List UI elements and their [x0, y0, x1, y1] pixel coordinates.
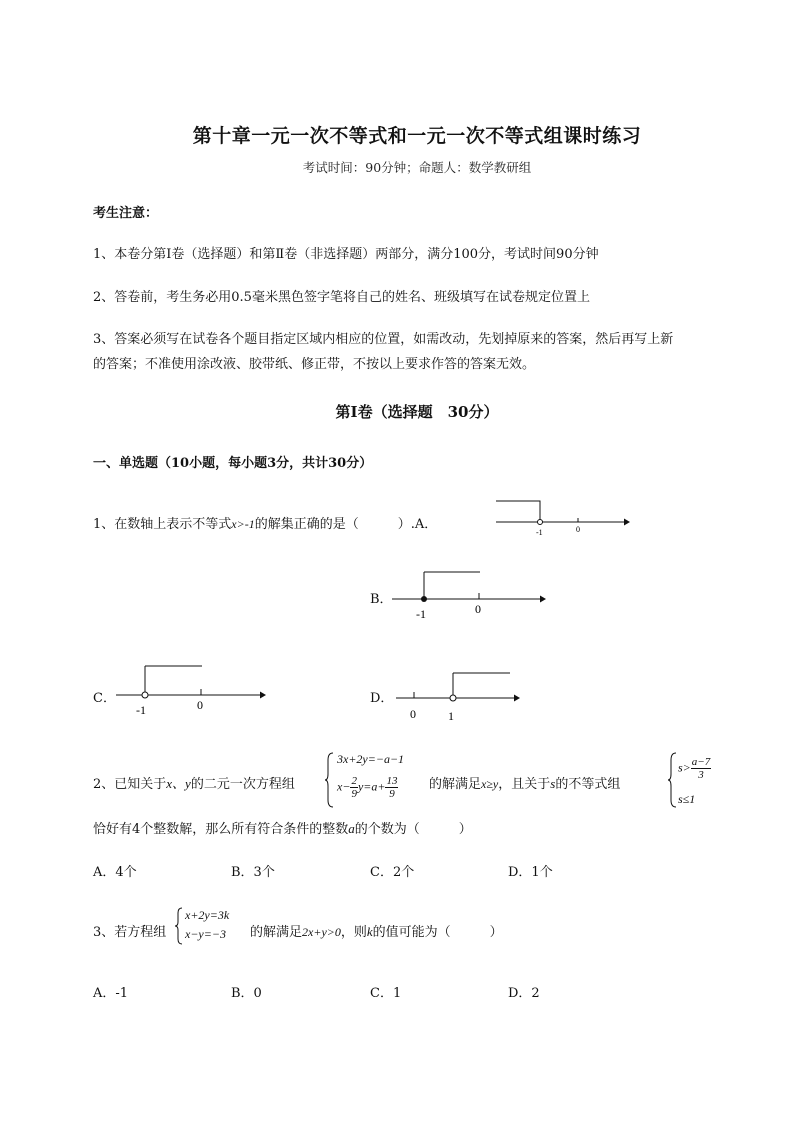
tick-label: 0 [410, 707, 416, 721]
exam-info: 考试时间：90分钟；命题人：数学教研组 [302, 160, 532, 175]
q1-option-c-label: C． [93, 691, 116, 706]
tick-label: 0 [475, 602, 481, 616]
tick-label: -1 [536, 528, 543, 537]
frac-den: 9 [351, 788, 357, 800]
section-title: 第I卷（选择题 30分） [335, 403, 499, 421]
q3-text: 的值可能为（ ） [372, 925, 503, 940]
q1-option-b-numberline [390, 566, 550, 626]
q3-var-k: k [366, 924, 373, 939]
q3-equation-1: x+2y=3k [185, 908, 230, 922]
tick-label: 0 [576, 525, 580, 534]
note-item: 的答案；不准使用涂改液、胶带纸、修正带，不按以上要求作答的答案无效。 [93, 357, 536, 372]
q3-system-brace [175, 907, 184, 945]
tick-label: 1 [448, 709, 454, 723]
q1-option-d-numberline [392, 664, 532, 724]
q2-eq2-part: y=a+ [357, 779, 386, 794]
q1-stem-b: 的解集正确的是（ ）. [254, 517, 415, 532]
q3-condition: 2x+y>0 [302, 925, 341, 939]
q2-option-c[interactable]: C．2个 [370, 865, 415, 880]
tick-label: 0 [197, 698, 203, 712]
note-item: 2、答卷前，考生务必用0.5毫米黑色签字笔将自己的姓名、班级填写在试卷规定位置上 [93, 290, 590, 305]
q3-option-d[interactable]: D．2 [508, 986, 540, 1001]
q2-fraction [691, 756, 711, 781]
frac-den: 3 [698, 769, 704, 781]
q2-text: ，且关于 [498, 777, 551, 792]
q2-system-brace [325, 752, 335, 808]
tick-label: -1 [136, 703, 146, 717]
q2-text: 的个数为（ ） [354, 822, 472, 837]
q2-fraction [350, 775, 358, 800]
page-title: 第十章一元一次不等式和一元一次不等式组课时练习 [192, 125, 642, 147]
q1-stem-a: 1、在数轴上表示不等式 [93, 517, 232, 532]
frac-num: 2 [351, 775, 357, 787]
q3-option-c[interactable]: C．1 [370, 986, 402, 1001]
q1-option-c-numberline [112, 660, 272, 720]
q2-eq2-part: x− [337, 779, 351, 794]
q1-inequality: x>-1 [231, 517, 255, 531]
part-title: 一、单选题（10小题，每小题3分，共计30分） [93, 456, 373, 471]
q3-text: ，则 [340, 925, 367, 940]
q2-vars: x、y [166, 776, 191, 791]
q2-ineq-part: s> [678, 760, 691, 775]
note-item: 1、本卷分第I卷（选择题）和第Ⅱ卷（非选择题）两部分，满分100分，考试时间90分钟 [93, 247, 599, 262]
q3-equation-2: x−y=−3 [185, 927, 226, 941]
q2-inequality-2: s≤1 [678, 792, 696, 806]
q2-option-a[interactable]: A．4个 [93, 865, 137, 880]
q2-equation-1: 3x+2y=−a−1 [337, 752, 405, 766]
question-1 [93, 513, 437, 532]
q2-text: 的二元一次方程组 [190, 777, 295, 792]
q1-option-b-label: B． [370, 592, 393, 607]
q2-text: 的不等式组 [555, 777, 621, 792]
frac-num: 13 [386, 775, 398, 787]
q2-inequality-brace [668, 752, 678, 808]
q2-var-s: s [550, 776, 556, 791]
q2-text: 2、已知关于 [93, 777, 167, 792]
q2-equation-2 [337, 775, 398, 800]
note-item: 3、答案必须写在试卷各个题目指定区域内相应的位置，如需改动，先划掉原来的答案，然后再写上新 [93, 332, 674, 347]
frac-den: 9 [389, 788, 395, 800]
q1-option-a-numberline [492, 496, 632, 540]
q3-option-b[interactable]: B．0 [231, 986, 262, 1001]
q2-condition: x≥y [481, 777, 499, 791]
frac-num: a−7 [691, 756, 711, 768]
q2-var-a: a [348, 821, 355, 836]
q2-fraction [385, 775, 398, 800]
q1-option-a-label: A． [414, 517, 438, 532]
q2-text: 恰好有4个整数解，那么所有符合条件的整数 [93, 822, 349, 837]
question-2-line-2 [93, 818, 472, 837]
q3-text: 的解满足 [250, 925, 303, 940]
question-2-stem-start [93, 773, 295, 792]
q3-option-a[interactable]: A．-1 [93, 986, 129, 1001]
q2-text: 的解满足 [429, 777, 482, 792]
tick-label: -1 [416, 607, 426, 621]
q3-stem-a: 3、若方程组 [93, 925, 167, 940]
question-3-stem [250, 921, 503, 940]
q2-option-b[interactable]: B．3个 [231, 865, 275, 880]
q1-option-d-label: D． [370, 691, 394, 706]
notes-heading: 考生注意： [93, 206, 159, 221]
q2-option-d[interactable]: D．1个 [508, 865, 553, 880]
q2-inequality-1 [678, 756, 711, 781]
question-2-stem-mid [429, 773, 620, 792]
